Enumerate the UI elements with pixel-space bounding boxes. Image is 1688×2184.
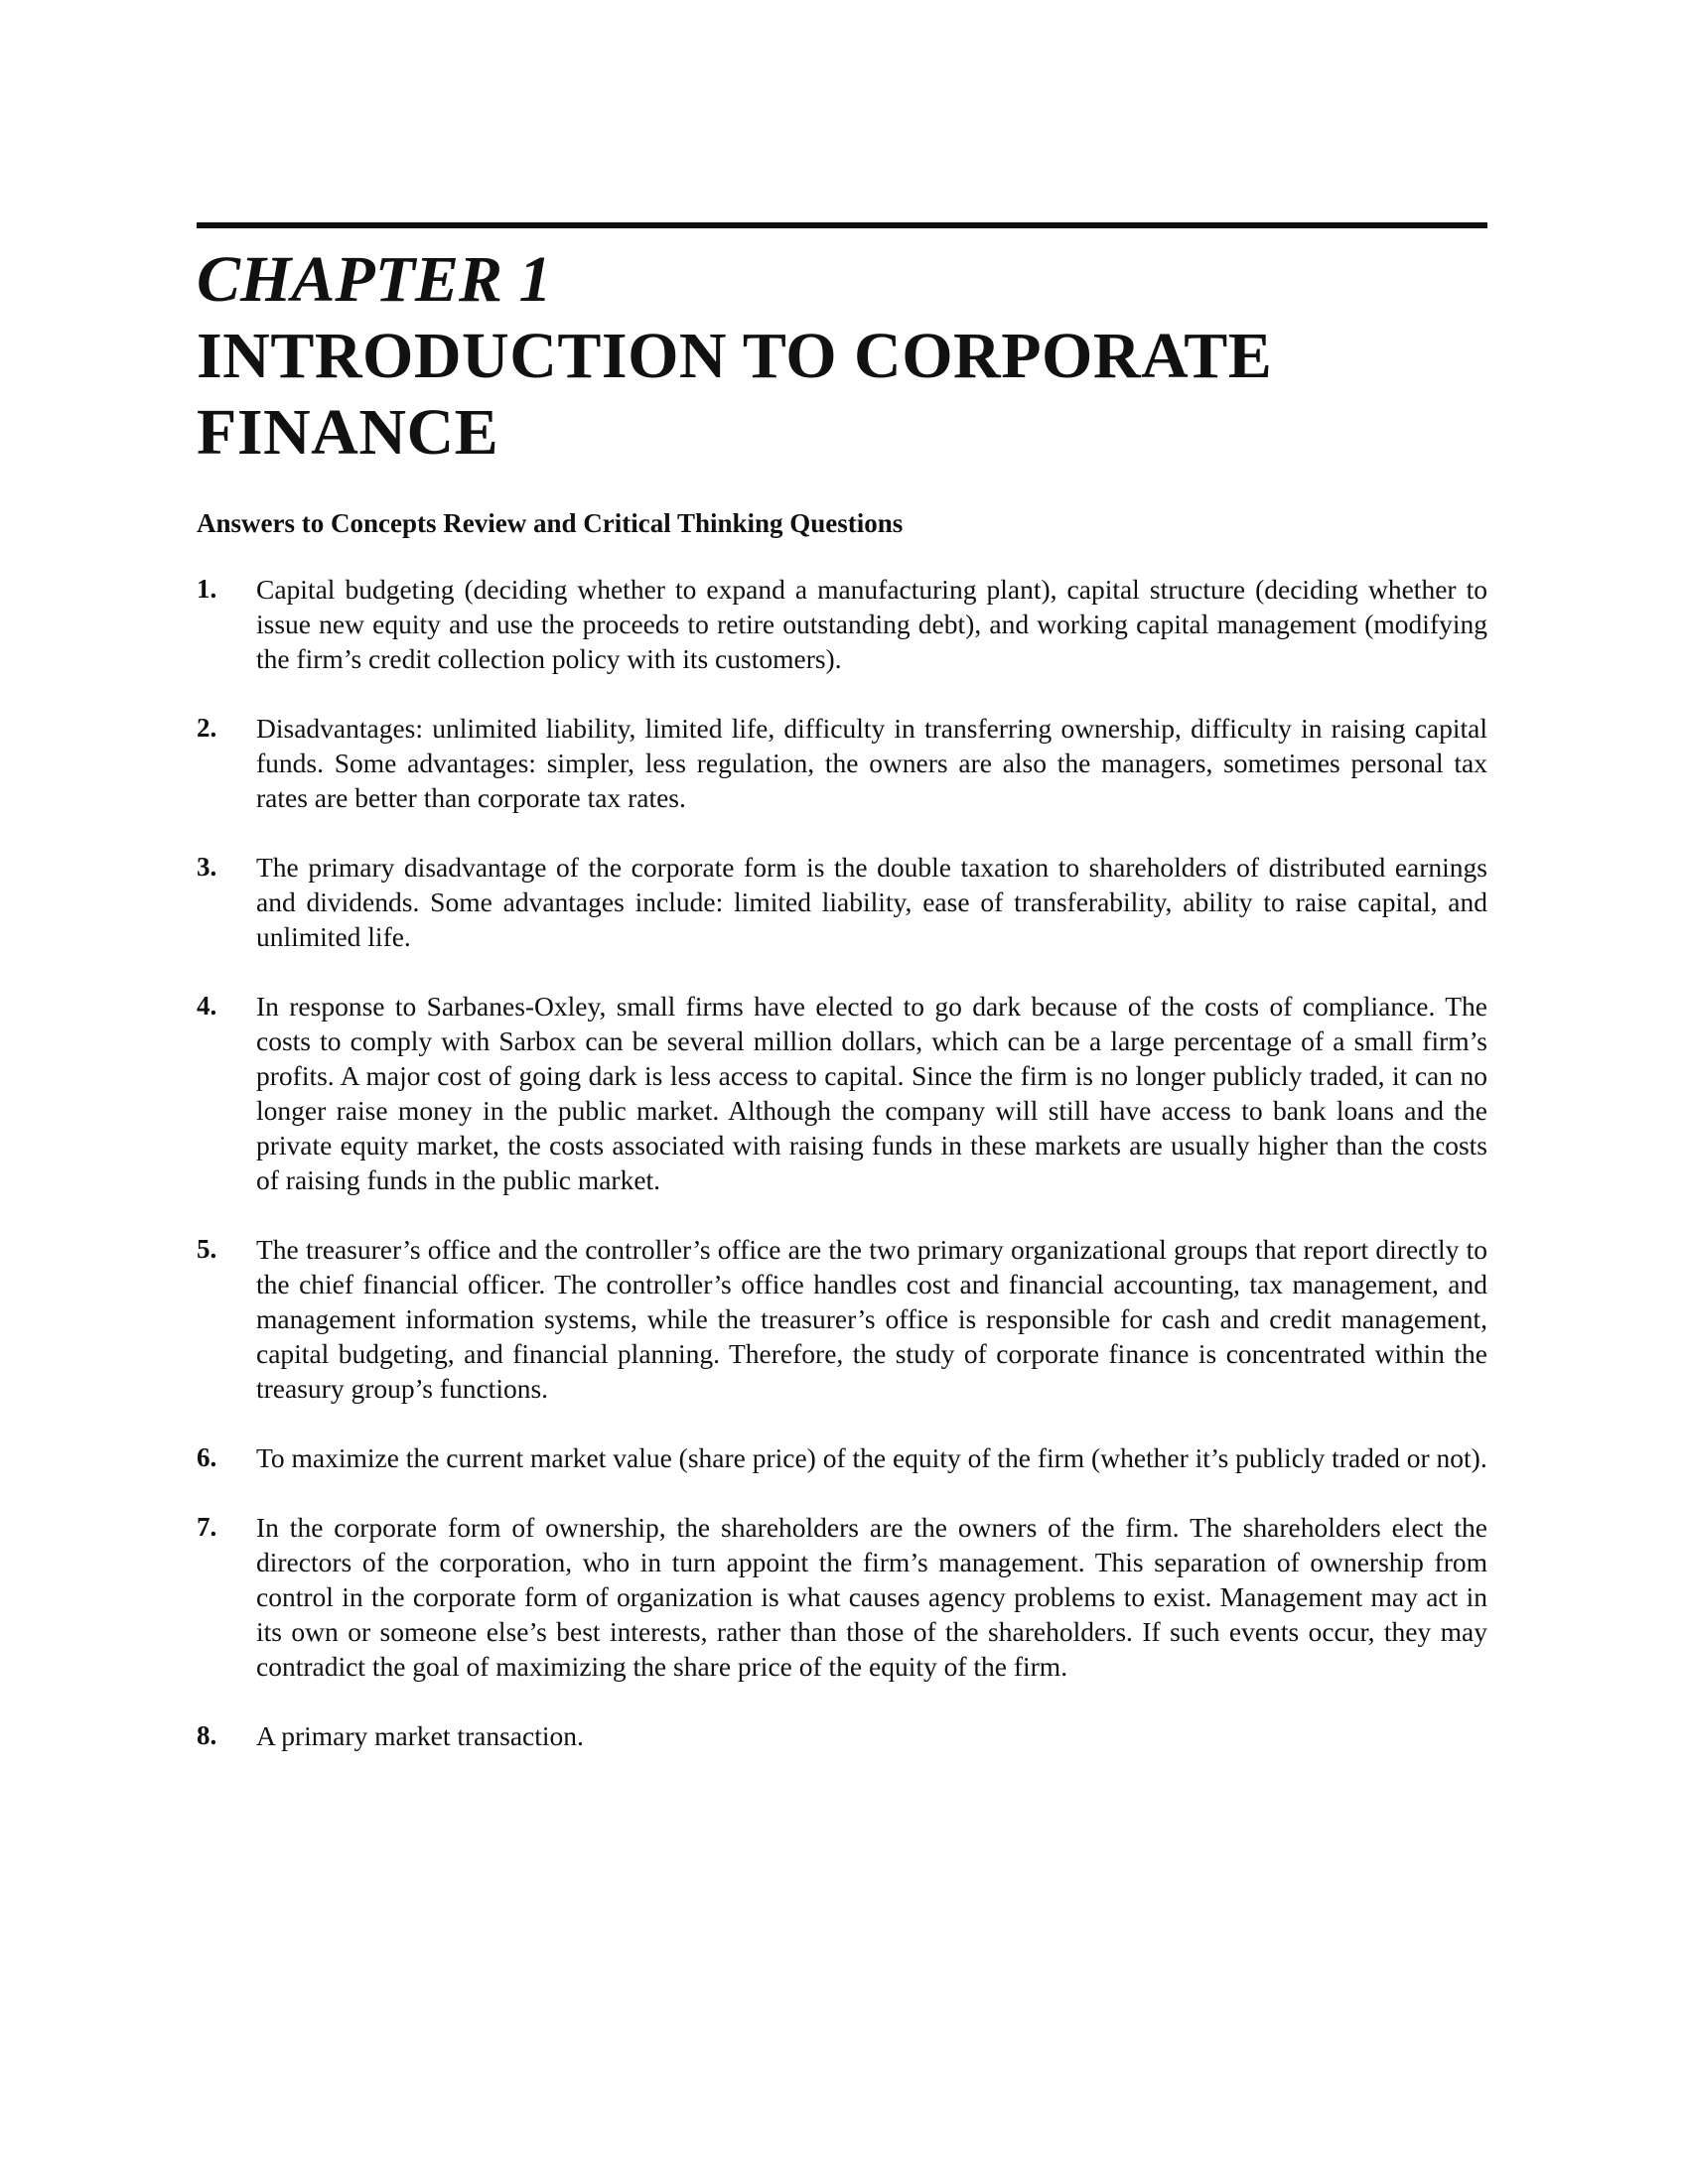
section-heading: Answers to Concepts Review and Critical Thinking Questions — [197, 508, 904, 538]
chapter-top-rule — [197, 222, 1487, 228]
answer-item — [197, 711, 1487, 815]
chapter-label: CHAPTER 1 — [197, 243, 552, 316]
answer-number: 7. — [197, 1512, 217, 1542]
answer-item — [197, 1440, 1487, 1475]
answer-text: The treasurer’s office and the controller’s office are the two primary organizational groups that report directly to the chief financial officer. The controller’s office handles cost and financial accounting, tax management, and management information systems, while the treasurer’s office is responsible for cash and credit management, capital budgeting, and financial planning. Therefore, the study of corporate finance is concentrated within the treasury group’s functions. — [256, 1234, 1487, 1404]
answer-text: The primary disadvantage of the corporate form is the double taxation to shareholders of distributed earnings and dividends. Some advantages include: limited liability, ease of transferability, ability to raise capital, and unlimited life. — [256, 852, 1487, 952]
answer-number: 3. — [197, 852, 217, 882]
answer-text: Capital budgeting (deciding whether to expand a manufacturing plant), capital structure (deciding whether to issue new equity and use the proceeds to retire outstanding debt), and working capital management (modifying the firm’s credit collection policy with its customers). — [256, 574, 1487, 674]
chapter-title: INTRODUCTION TO CORPORATE FINANCE — [197, 320, 1273, 469]
answer-text: To maximize the current market value (share price) of the equity of the firm (whether it’s publicly traded or not). — [256, 1442, 1487, 1473]
answer-text: In response to Sarbanes-Oxley, small firms have elected to go dark because of the costs of compliance. The costs to comply with Sarbox can be several million dollars, which can be a large percentage of a small firm’s profits. A major cost of going dark is less access to capital. Since the firm is no longer publicly traded, it can no longer raise money in the public market. Although the company will still have access to bank loans and the private equity market, the costs associated with raising funds in these markets are usually higher than the costs of raising funds in the public market. — [256, 991, 1487, 1195]
answer-list — [197, 572, 1487, 1753]
answer-text: Disadvantages: unlimited liability, limited life, difficulty in transferring ownership, difficulty in raising capital funds. Some advantages: simpler, less regulation, the owners are also the managers, sometimes personal tax rates are better than corporate tax rates. — [256, 713, 1487, 813]
answer-item — [197, 1718, 1487, 1753]
answer-item — [197, 572, 1487, 676]
answer-number: 6. — [197, 1442, 217, 1472]
document-page — [197, 222, 1487, 1788]
answer-item — [197, 1232, 1487, 1406]
answer-number: 8. — [197, 1720, 217, 1750]
answer-text: A primary market transaction. — [256, 1720, 584, 1751]
answer-number: 5. — [197, 1234, 217, 1264]
answer-number: 4. — [197, 991, 217, 1021]
answer-item — [197, 850, 1487, 954]
answer-item — [197, 989, 1487, 1197]
answer-item — [197, 1510, 1487, 1684]
answer-number: 2. — [197, 713, 217, 743]
answer-number: 1. — [197, 574, 217, 604]
answer-text: In the corporate form of ownership, the shareholders are the owners of the firm. The shareholders elect the directors of the corporation, who in turn appoint the firm’s management. This separation of ownership from control in the corporate form of organization is what causes agency problems to exist. Management may act in its own or someone else’s best interests, rather than those of the shareholders. If such events occur, they may contradict the goal of maximizing the share price of the equity of the firm. — [256, 1512, 1487, 1682]
